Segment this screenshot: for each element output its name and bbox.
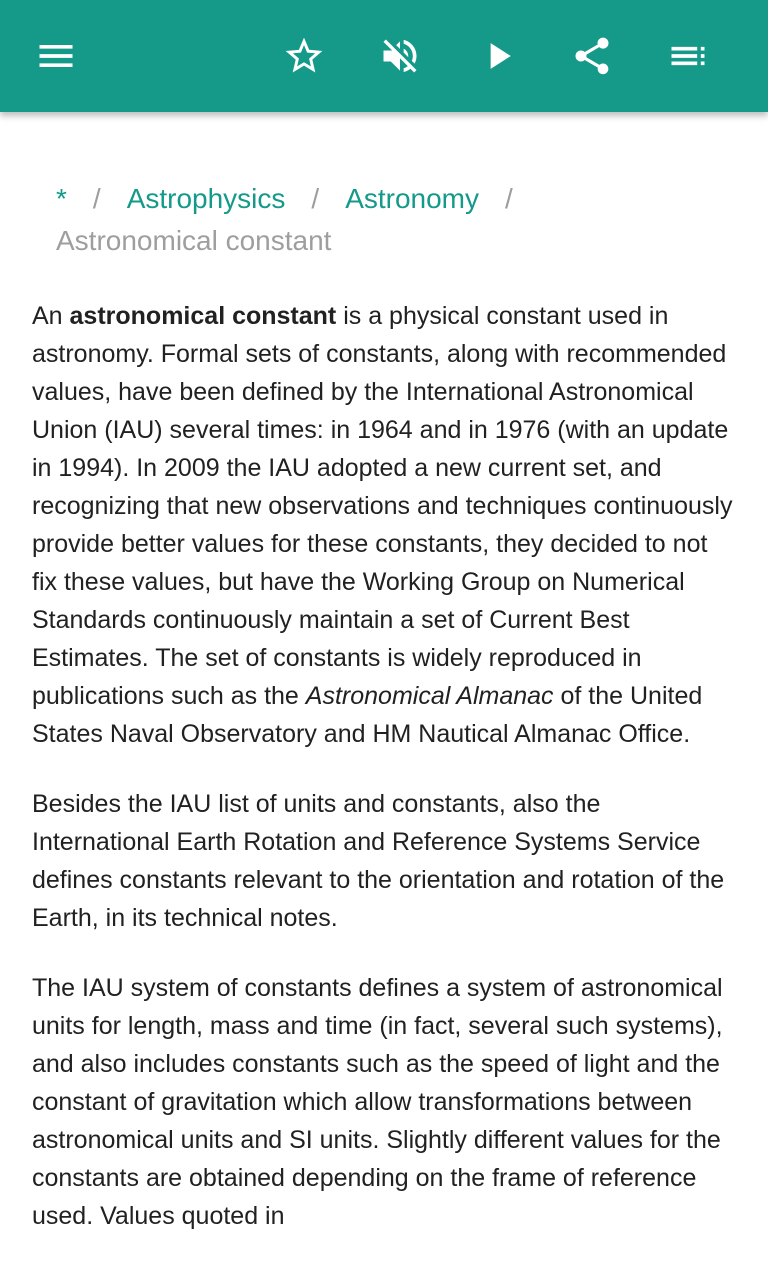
breadcrumb-astrophysics-link[interactable]: Astrophysics — [126, 183, 286, 214]
paragraph-text: of the United States Naval Observatory and HM Nautical Almanac Office. — [32, 682, 703, 748]
breadcrumb-current: Astronomical constant — [56, 225, 332, 256]
share-icon[interactable] — [564, 28, 620, 84]
star-outline-icon[interactable] — [276, 28, 332, 84]
breadcrumb-separator: / — [92, 183, 101, 214]
app-toolbar — [0, 0, 768, 112]
breadcrumb-separator: / — [505, 183, 513, 214]
playlist-icon[interactable] — [660, 28, 716, 84]
paragraph-text: An — [32, 302, 70, 330]
article-content — [0, 112, 768, 1280]
breadcrumb-root-link[interactable]: * — [56, 183, 67, 214]
breadcrumb — [56, 178, 736, 262]
publication-title: Astronomical Almanac — [305, 682, 554, 710]
paragraph-intro — [32, 297, 736, 753]
play-icon[interactable] — [470, 28, 526, 84]
article-term: astronomical constant — [69, 302, 337, 330]
paragraph-text: is a physical constant used in astronomy. Formal sets of constants, along with recommended values, have been defined by the International Astronomical Union (IAU) several times: in 1964 and in 1976 (with an update in 1994). In 2009 the IAU adopted a new current set, and recognizing that new observations and techniques continuously provide better values for these constants, they decided to not fix these values, but have the Working Group on Numerical Standards continuously maintain a set of Current Best Estimates. The set of constants is widely reproduced in publications such as the — [32, 302, 733, 710]
breadcrumb-astronomy-link[interactable]: Astronomy — [345, 183, 480, 214]
volume-off-icon[interactable] — [372, 28, 428, 84]
menu-icon[interactable] — [28, 28, 84, 84]
article-body — [32, 297, 736, 1267]
paragraph-iau-system: The IAU system of constants defines a system of astronomical units for length, mass and time (in fact, several such systems), and also includes constants such as the speed of light and the constant of gravitation which allow transformations between astronomical units and SI units. Slightly different values for the constants are obtained depending on the frame of reference used. Values quoted in — [32, 974, 723, 1230]
paragraph-iers: Besides the IAU list of units and constants, also the International Earth Rotation and Reference Systems Service defines constants relevant to the orientation and rotation of the Earth, in its technical notes. — [32, 790, 725, 932]
breadcrumb-separator: / — [311, 183, 320, 214]
